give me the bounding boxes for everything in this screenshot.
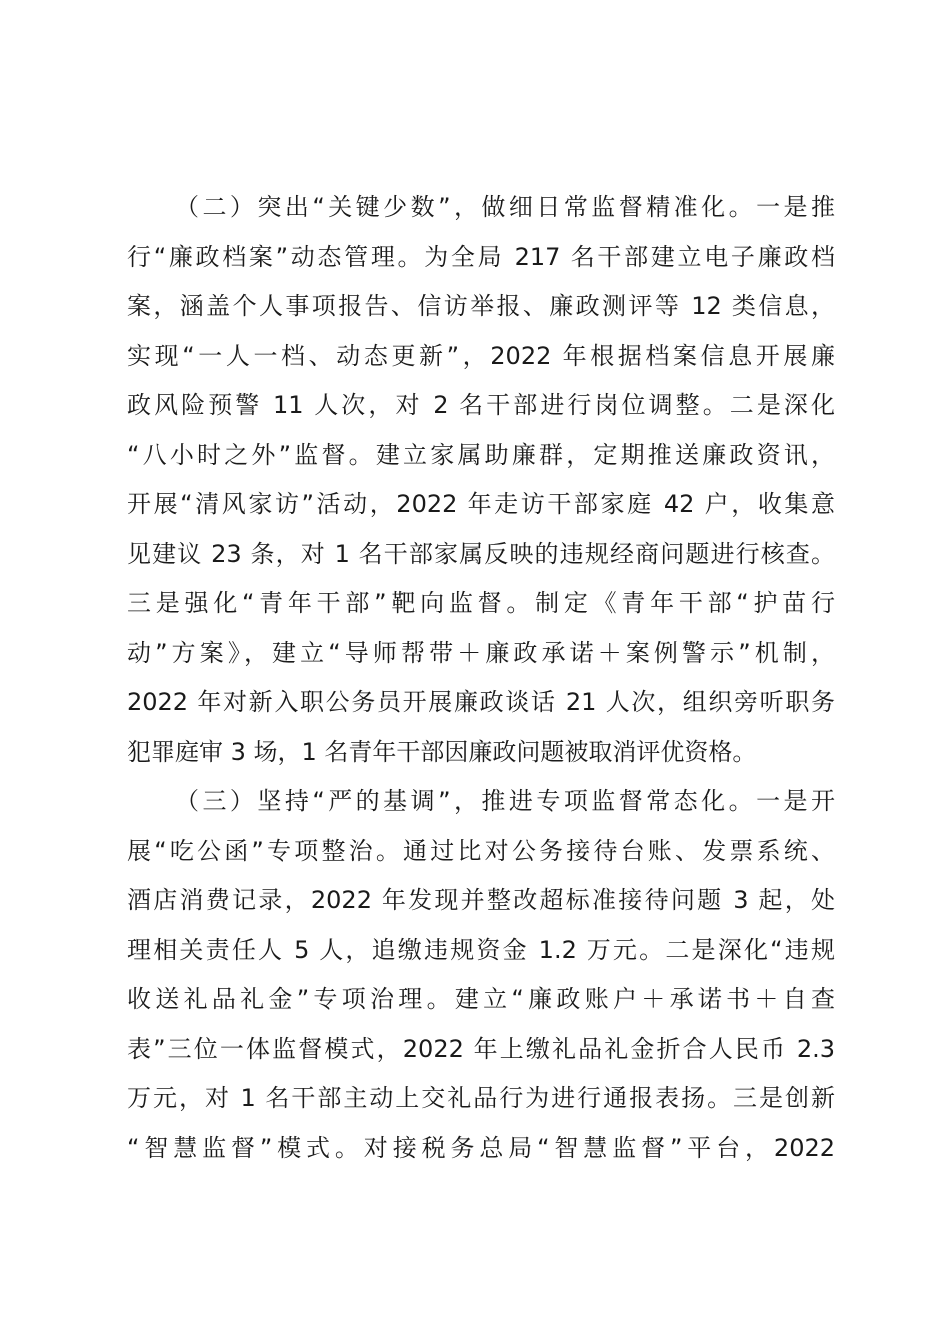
paragraph-line: （二）突出“关键少数”，做细日常监督精准化。一是推	[175, 193, 835, 221]
paragraph-daily-supervision	[127, 183, 835, 777]
paragraph-line: 动”方案》，建立“导师帮带＋廉政承诺＋案例警示”机制，	[127, 638, 835, 667]
paragraph-line: 案，涵盖个人事项报告、信访举报、廉政测评等 12 类信息，	[127, 292, 835, 320]
paragraph-line: 酒店消费记录，2022 年发现并整改超标准接待问题 3 起，处	[127, 886, 835, 914]
paragraph-line: 三是强化“青年干部”靶向监督。制定《青年干部“护苗行	[127, 589, 835, 617]
paragraph-line: 政风险预警 11 人次，对 2 名干部进行岗位调整。二是深化	[127, 391, 835, 419]
paragraph-line: 2022 年对新入职公务员开展廉政谈话 21 人次，组织旁听职务	[127, 688, 835, 716]
paragraph-line: 见建议 23 条，对 1 名干部家属反映的违规经商问题进行核查。	[127, 539, 835, 568]
paragraph-line: 展“吃公函”专项整治。通过比对公务接待台账、发票系统、	[127, 836, 835, 865]
paragraph-line: 万元，对 1 名干部主动上交礼品行为进行通报表扬。三是创新	[127, 1084, 835, 1112]
paragraph-line: 理相关责任人 5 人，追缴违规资金 1.2 万元。二是深化“违规	[127, 935, 835, 964]
paragraph-special-supervision	[127, 777, 835, 1173]
paragraph-line: 收送礼品礼金”专项治理。建立“廉政账户＋承诺书＋自查	[127, 985, 835, 1013]
paragraph-line: 开展“清风家访”活动，2022 年走访干部家庭 42 户，收集意	[127, 490, 835, 518]
document-body	[127, 183, 835, 1173]
paragraph-line: 表”三位一体监督模式，2022 年上缴礼品礼金折合人民币 2.3	[127, 1034, 835, 1063]
paragraph-line: 实现“一人一档、动态更新”，2022 年根据档案信息开展廉	[127, 341, 835, 370]
paragraph-line: 犯罪庭审 3 场，1 名青年干部因廉政问题被取消评优资格。	[127, 737, 757, 766]
paragraph-line: “八小时之外”监督。建立家属助廉群，定期推送廉政资讯，	[127, 440, 835, 469]
paragraph-line: 行“廉政档案”动态管理。为全局 217 名干部建立电子廉政档	[127, 242, 835, 271]
paragraph-line: “智慧监督”模式。对接税务总局“智慧监督”平台，2022	[127, 1133, 835, 1162]
paragraph-line: （三）坚持“严的基调”，推进专项监督常态化。一是开	[175, 787, 835, 815]
